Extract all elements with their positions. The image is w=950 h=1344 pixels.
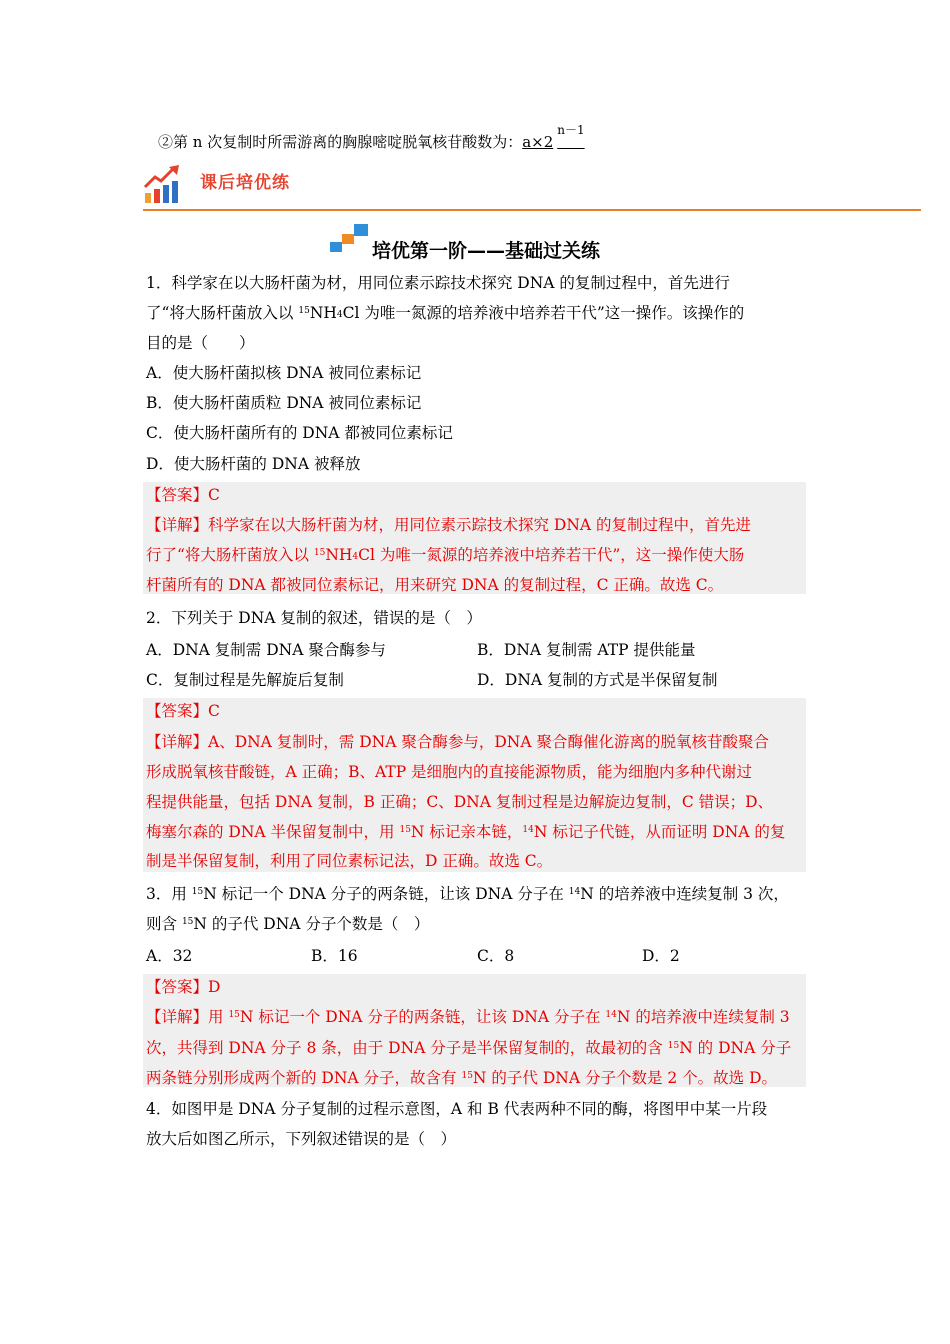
formula-text: ②第 n 次复制时所需游离的胸腺嘧啶脱氧核苷酸数为： (158, 133, 523, 151)
q1-option-b: B．使大肠杆菌质粒 DNA 被同位素标记 (146, 394, 422, 412)
q3-explanation-line1: 【详解】用 $^{15}$N 标记一个 DNA 分子的两条链，让该 DNA 分子在 $^{14}$N 的培养液中连续复制 3 (146, 1008, 790, 1026)
q2-option-b: B．DNA 复制需 ATP 提供能量 (477, 641, 696, 659)
q3-explanation-line2: 次，共得到 DNA 分子 8 条，由于 DNA 分子是半保留复制的，故最初的含 $^{15}$N 的 DNA 分子 (146, 1039, 792, 1057)
q3-option-c: C．8 (477, 947, 515, 965)
q1-option-c: C．使大肠杆菌所有的 DNA 都被同位素标记 (146, 424, 453, 442)
q1-stem-line2: 了“将大肠杆菌放入以 $^{15}NH_4Cl$ 为唯一氮源的培养液中培养若干代”这一操作。该操作的 (146, 304, 745, 322)
q2-option-d: D．DNA 复制的方式是半保留复制 (477, 671, 718, 689)
q2-explanation-line1: 【详解】A、DNA 复制时，需 DNA 聚合酶参与，DNA 聚合酶催化游离的脱氧核苷酸聚合 (146, 733, 769, 751)
q3-option-d: D．2 (642, 947, 680, 965)
q2-stem: 2．下列关于 DNA 复制的叙述，错误的是（ ） (146, 609, 482, 627)
q3-option-a: A．32 (146, 947, 193, 965)
q2-answer-box (143, 698, 806, 872)
q2-explanation-line2: 形成脱氧核苷酸链，A 正确；B、ATP 是细胞内的直接能源物质，能为细胞内多种代谢过 (146, 763, 753, 781)
q1-stem-line1: 1．科学家在以大肠杆菌为材，用同位素示踪技术探究 DNA 的复制过程中，首先进行 (146, 274, 730, 292)
stairs-icon (330, 222, 370, 254)
q2-option-a: A．DNA 复制需 DNA 聚合酶参与 (146, 641, 386, 659)
q3-option-b: B．16 (311, 947, 358, 965)
q1-explanation-line2: 行了“将大肠杆菌放入以 $^{15}NH_4Cl$ 为唯一氮源的培养液中培养若干代”，这一操作使大肠 (146, 546, 745, 564)
bar-chart-arrow-icon (143, 163, 185, 205)
q2-option-c: C．复制过程是先解旋后复制 (146, 671, 344, 689)
q3-stem-line1: 3．用 $^{15}$N 标记一个 DNA 分子的两条链，让该 DNA 分子在 $^{14}$N 的培养液中连续复制 3 次， (146, 885, 789, 903)
q2-explanation-line5: 制是半保留复制，利用了同位素标记法，D 正确。故选 C。 (146, 852, 553, 870)
stage-title: 培优第一阶——基础过关练 (372, 240, 601, 262)
q1-option-a: A．使大肠杆菌拟核 DNA 被同位素标记 (146, 364, 422, 382)
section-divider (143, 209, 921, 211)
q3-explanation-line3: 两条链分别形成两个新的 DNA 分子，故含有 $^{15}$N 的子代 DNA 分子个数是 2 个。故选 D。 (146, 1069, 778, 1087)
q2-answer: 【答案】C (146, 702, 220, 720)
q4-stem-line2: 放大后如图乙所示，下列叙述错误的是（ ） (146, 1130, 457, 1148)
q1-stem-line3: 目的是（ ） (146, 334, 255, 352)
q2-explanation-line4: 梅塞尔森的 DNA 半保留复制中，用 $^{15}$N 标记亲本链，$^{14}$N 标记子代链，从而证明 DNA 的复 (146, 823, 786, 841)
q1-option-d: D．使大肠杆菌的 DNA 被释放 (146, 455, 361, 473)
section-header-title: 课后培优练 (200, 173, 290, 193)
q1-explanation-line3: 杆菌所有的 DNA 都被同位素标记，用来研究 DNA 的复制过程，C 正确。故选 C。 (146, 576, 724, 594)
q3-answer: 【答案】D (146, 978, 221, 996)
q4-stem-line1: 4．如图甲是 DNA 分子复制的过程示意图，A 和 B 代表两种不同的酶，将图甲中某一片段 (146, 1100, 768, 1118)
q1-answer: 【答案】C (146, 486, 220, 504)
q1-explanation-line1: 【详解】科学家在以大肠杆菌为材，用同位素示踪技术探究 DNA 的复制过程中，首先进 (146, 516, 752, 534)
q2-explanation-line3: 程提供能量，包括 DNA 复制，B 正确；C、DNA 复制过程是边解旋边复制，C 错误；D、 (146, 793, 774, 811)
q3-stem-line2: 则含 $^{15}$N 的子代 DNA 分子个数是（ ） (146, 915, 430, 933)
formula-value: $a\times 2^{n-1}$ (522, 123, 585, 151)
formula-exponent: n－1 (557, 123, 585, 137)
replication-formula (158, 123, 585, 152)
